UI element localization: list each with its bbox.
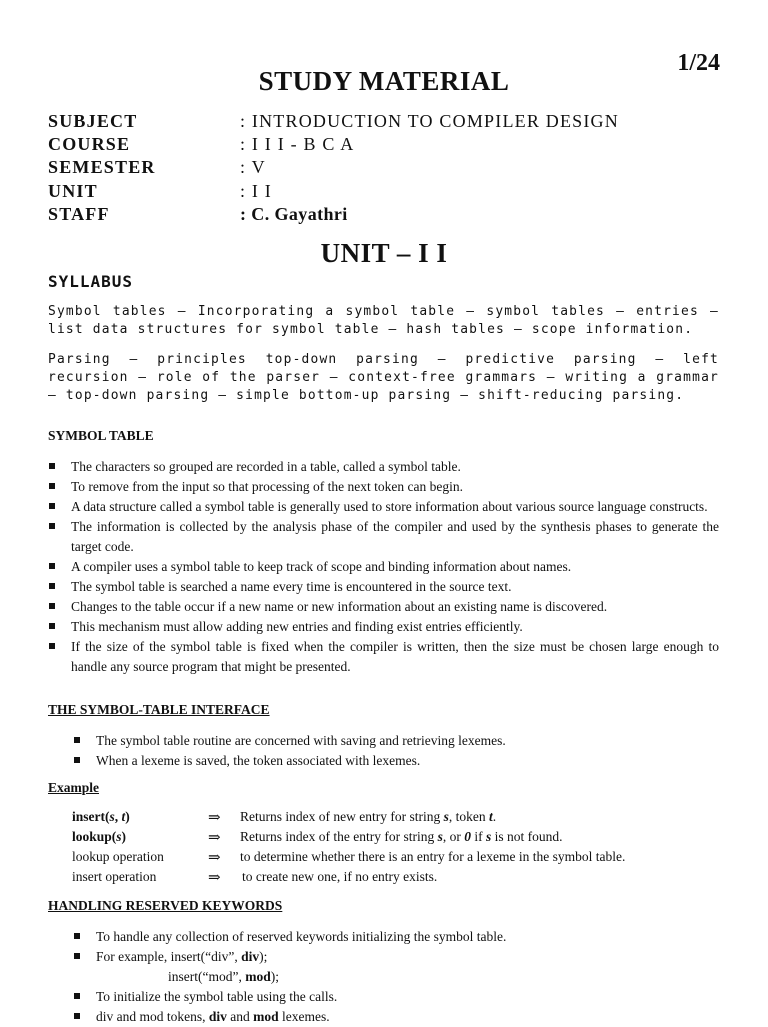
list-item: The information is collected by the analysis phase of the compiler and used by the synthesis phases to generate the target code. bbox=[48, 517, 719, 557]
example-row-lookup-operation bbox=[72, 849, 732, 869]
page-number: 1/24 bbox=[677, 50, 720, 76]
interface-heading: THE SYMBOL-TABLE INTERFACE bbox=[48, 702, 270, 717]
bullet-square-icon bbox=[74, 953, 80, 959]
list-item: When a lexeme is saved, the token associated with lexemes. bbox=[48, 751, 719, 771]
example-term: insert(s, t) bbox=[72, 809, 130, 824]
symbol-table-list bbox=[48, 457, 719, 677]
example-heading: Example bbox=[48, 780, 100, 795]
list-item: To handle any collection of reserved keywords initializing the symbol table. bbox=[48, 927, 719, 947]
reserved-keywords-heading: HANDLING RESERVED KEYWORDS bbox=[48, 898, 283, 913]
meta-value: : INTRODUCTION TO COMPILER DESIGN bbox=[240, 111, 619, 131]
bullet-square-icon bbox=[74, 737, 80, 743]
example-description: to create new one, if no entry exists. bbox=[242, 869, 438, 884]
list-item: This mechanism must allow adding new entries and finding exist entries efficiently. bbox=[48, 617, 719, 637]
list-item: The characters so grouped are recorded in a table, called a symbol table. bbox=[48, 457, 719, 477]
symbol-table-heading: SYMBOL TABLE bbox=[48, 428, 154, 443]
document-title: STUDY MATERIAL bbox=[258, 66, 510, 96]
example-term: lookup operation bbox=[72, 849, 164, 864]
bullet-square-icon bbox=[49, 463, 55, 469]
syllabus-paragraph: Parsing – principles top-down parsing – predictive parsing – left recursion – role of the parser – context-free grammars – writing a grammar – top-down parsing – simple bottom-up parsing – shift-reducing parsing. bbox=[48, 352, 719, 403]
example-row-insert-operation bbox=[72, 869, 732, 889]
meta-value: : V bbox=[240, 157, 266, 177]
unit-title: UNIT – I I bbox=[320, 238, 448, 268]
bullet-square-icon bbox=[49, 623, 55, 629]
example-description: Returns index of new entry for string s, token t. bbox=[240, 809, 497, 824]
implies-arrow-icon: ⇒ bbox=[208, 810, 221, 826]
list-item: For example, insert(“div”, div); insert(“mod”, mod); bbox=[48, 947, 719, 987]
meta-label: SEMESTER bbox=[48, 157, 156, 177]
meta-label: SUBJECT bbox=[48, 111, 138, 131]
example-row-lookup bbox=[72, 829, 732, 849]
example-description: to determine whether there is an entry for a lexeme in the symbol table. bbox=[240, 849, 626, 864]
meta-value: : I I bbox=[240, 181, 272, 201]
list-item: Changes to the table occur if a new name or new information about an existing name is discovered. bbox=[48, 597, 719, 617]
bullet-square-icon bbox=[49, 503, 55, 509]
implies-arrow-icon: ⇒ bbox=[208, 870, 221, 886]
bullet-square-icon bbox=[49, 583, 55, 589]
syllabus-paragraph: Symbol tables – Incorporating a symbol table – symbol tables – entries – list data structures for symbol table – hash tables – scope information. bbox=[48, 304, 719, 337]
example-description: Returns index of the entry for string s, or 0 if s is not found. bbox=[240, 829, 563, 844]
list-item: The symbol table is searched a name every time is encountered in the source text. bbox=[48, 577, 719, 597]
reserved-keywords-list bbox=[48, 927, 719, 1027]
bullet-square-icon bbox=[49, 483, 55, 489]
bullet-square-icon bbox=[74, 757, 80, 763]
list-item: A compiler uses a symbol table to keep track of scope and binding information about names. bbox=[48, 557, 719, 577]
bullet-square-icon bbox=[49, 643, 55, 649]
list-item: The symbol table routine are concerned with saving and retrieving lexemes. bbox=[48, 731, 719, 751]
bullet-square-icon bbox=[74, 993, 80, 999]
list-item: div and mod tokens, div and mod lexemes. bbox=[48, 1007, 719, 1027]
list-item: A data structure called a symbol table is generally used to store information about various source language constructs. bbox=[48, 497, 719, 517]
bullet-square-icon bbox=[74, 933, 80, 939]
meta-label: COURSE bbox=[48, 134, 131, 154]
bullet-square-icon bbox=[49, 603, 55, 609]
meta-label: UNIT bbox=[48, 181, 98, 201]
bullet-square-icon bbox=[49, 523, 55, 529]
meta-value: : C. Gayathri bbox=[240, 204, 348, 224]
bullet-square-icon bbox=[49, 563, 55, 569]
list-item: To initialize the symbol table using the calls. bbox=[48, 987, 719, 1007]
meta-label: STAFF bbox=[48, 204, 110, 224]
example-row-insert bbox=[72, 809, 732, 829]
bullet-square-icon bbox=[74, 1013, 80, 1019]
interface-list bbox=[48, 731, 719, 771]
list-item: To remove from the input so that processing of the next token can begin. bbox=[48, 477, 719, 497]
meta-value: : I I I - B C A bbox=[240, 134, 355, 154]
implies-arrow-icon: ⇒ bbox=[208, 850, 221, 866]
example-term: lookup(s) bbox=[72, 829, 127, 844]
implies-arrow-icon: ⇒ bbox=[208, 830, 221, 846]
list-item: If the size of the symbol table is fixed when the compiler is written, then the size must be chosen large enough to handle any source program that might be presented. bbox=[48, 637, 719, 677]
syllabus-heading: SYLLABUS bbox=[48, 272, 134, 291]
example-term: insert operation bbox=[72, 869, 157, 884]
